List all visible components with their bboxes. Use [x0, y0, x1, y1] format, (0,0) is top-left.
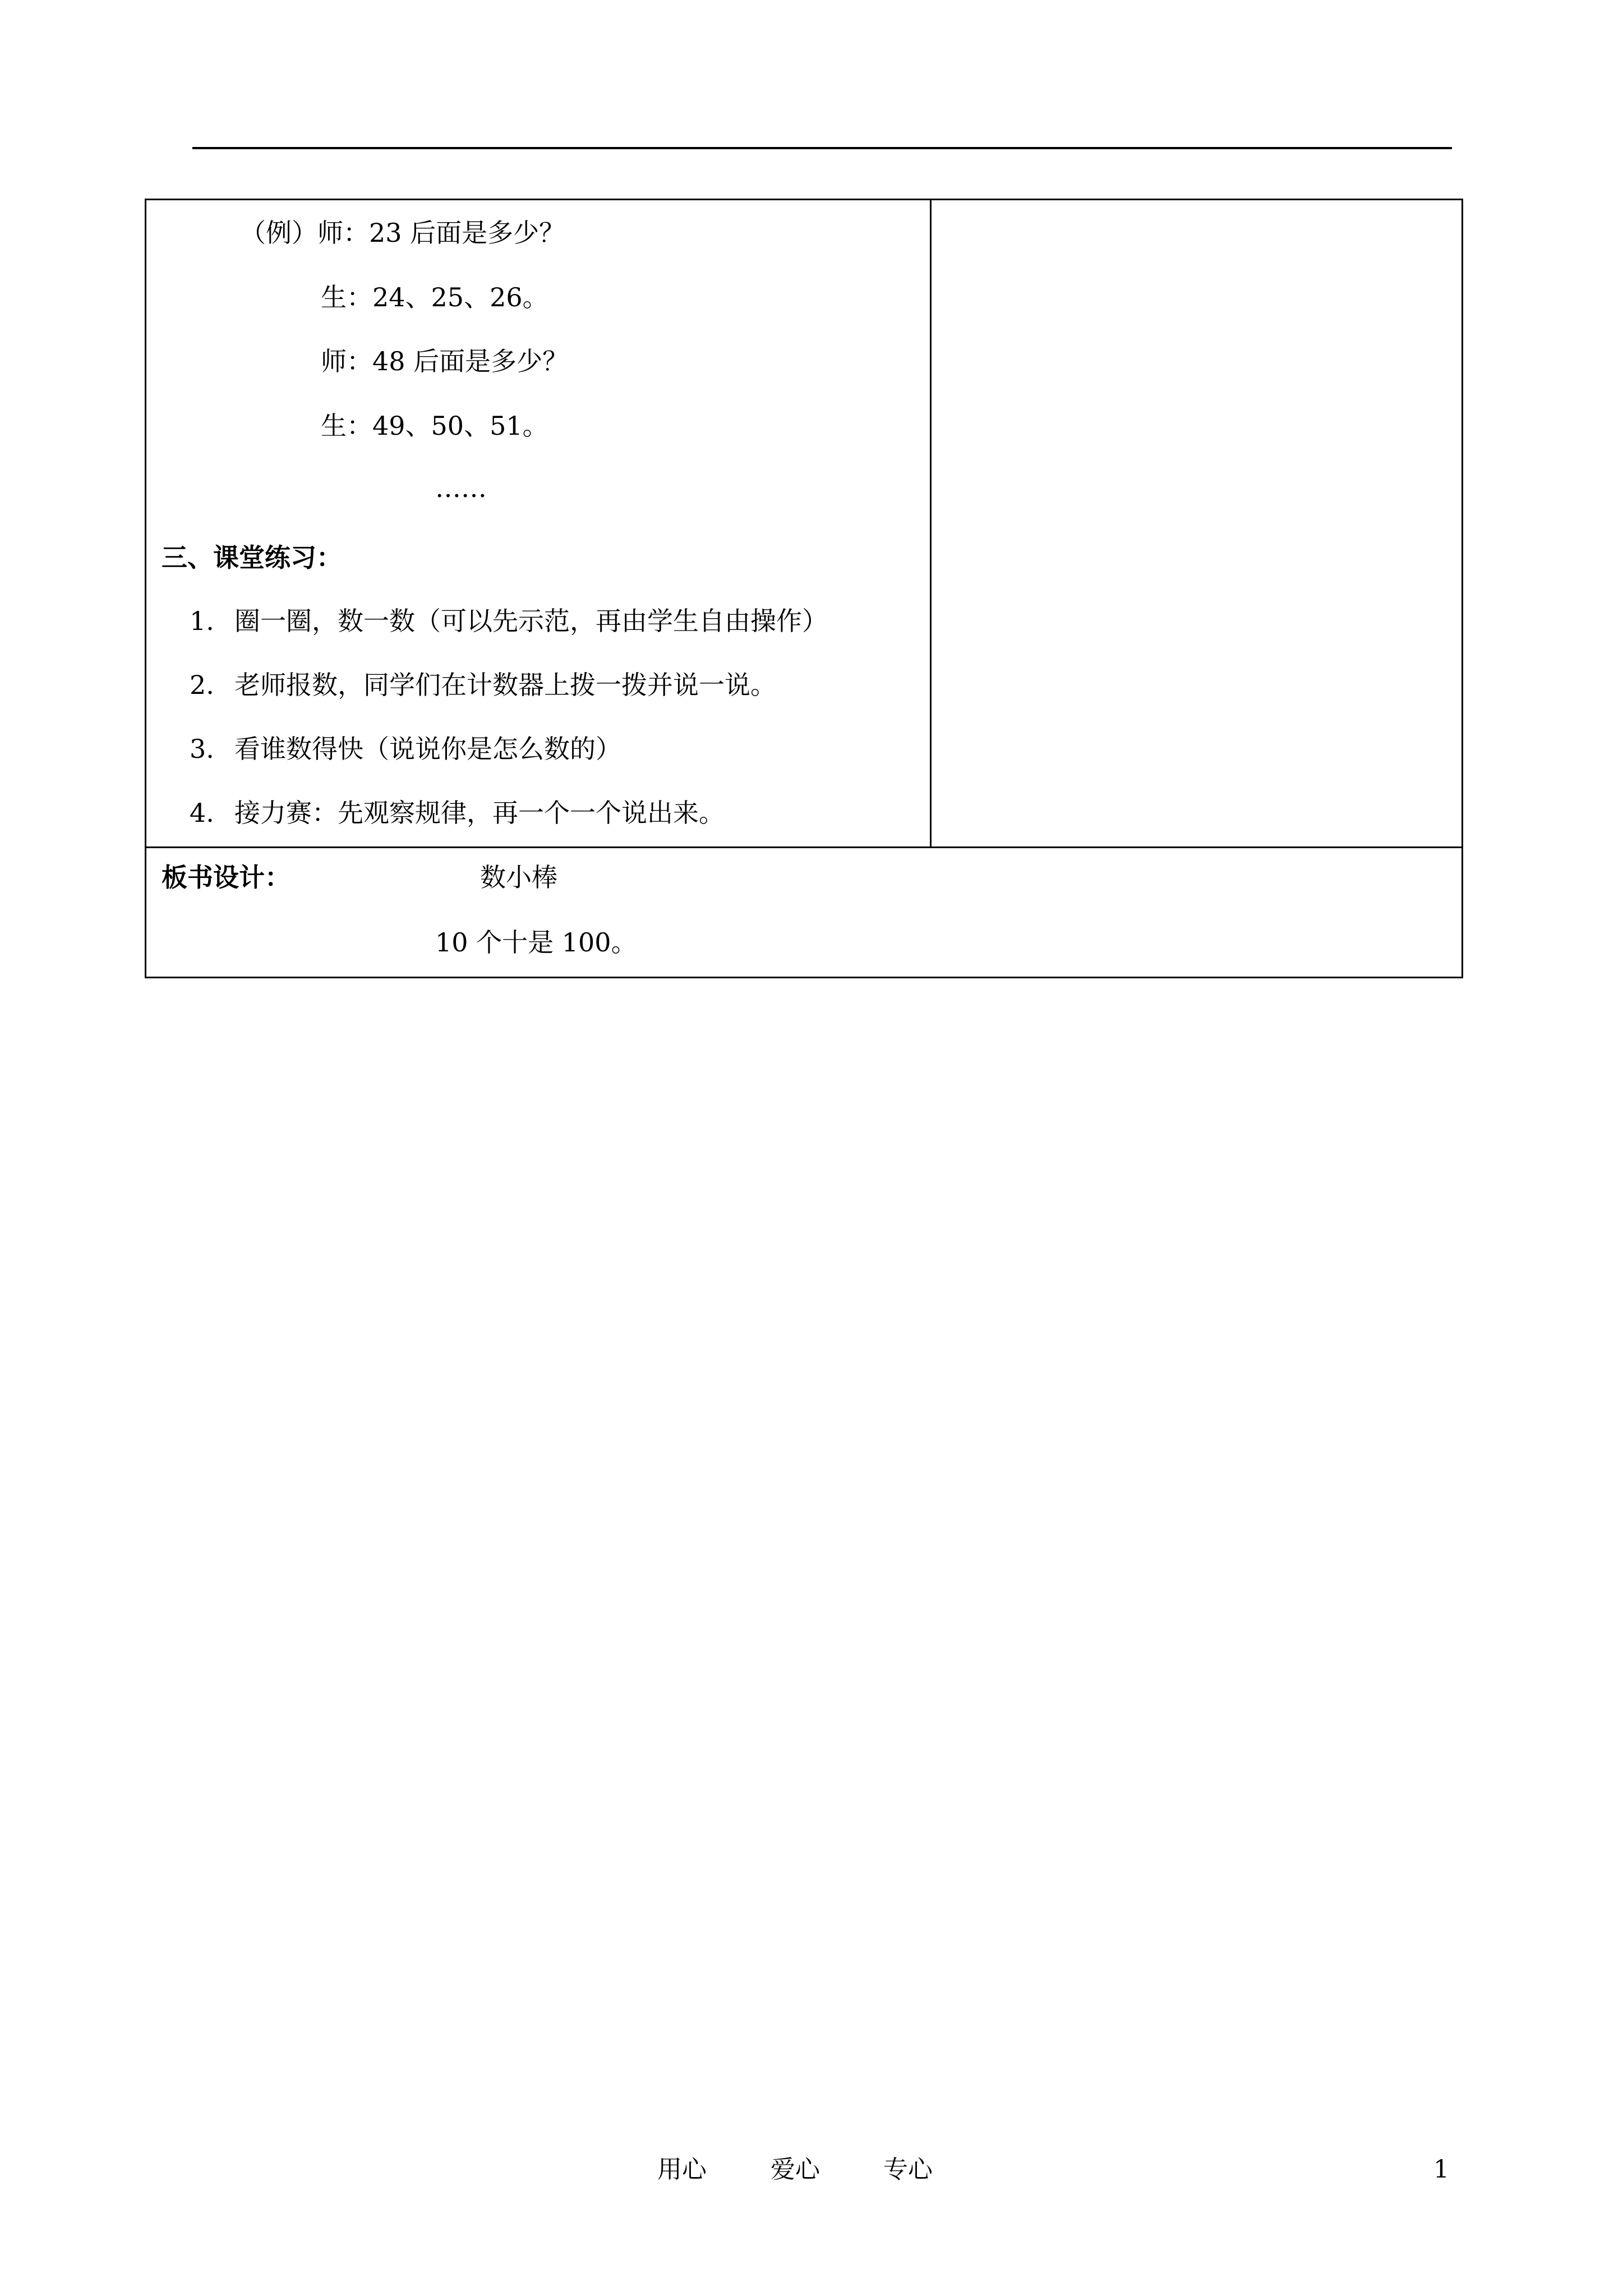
footer-motto-2: 爱心	[771, 2155, 820, 2184]
exercise-1-number: 1.	[190, 606, 214, 636]
board-design-line: 10 个十是 100。	[435, 927, 637, 958]
exercise-4-number: 4.	[190, 798, 214, 828]
dialog-line-student-49: 生：49、50、51。	[321, 411, 548, 441]
board-design-label: 板书设计：	[162, 862, 291, 892]
exercise-1-text: 圈一圈，数一数（可以先示范，再由学生自由操作）	[234, 606, 828, 636]
exercise-2-number: 2.	[190, 670, 214, 700]
dialog-line-teacher-23: （例）师：23 后面是多少？	[240, 218, 565, 248]
header-rule	[192, 147, 1452, 149]
section-title-practice: 三、课堂练习：	[162, 542, 342, 573]
table-divider-notes-column	[930, 199, 932, 848]
dialog-line-student-24: 生：24、25、26。	[321, 282, 548, 312]
exercise-3-number: 3.	[190, 734, 214, 764]
table-border-left	[145, 199, 146, 978]
footer-motto-1: 用心	[657, 2155, 707, 2184]
table-divider-board	[145, 846, 1463, 848]
board-design-title: 数小棒	[480, 862, 557, 892]
footer-motto-3: 专心	[883, 2155, 933, 2184]
table-border-bottom	[145, 977, 1463, 978]
exercise-4-text: 接力赛：先观察规律，再一个一个说出来。	[234, 798, 725, 828]
dialog-ellipsis: ……	[435, 473, 487, 503]
exercise-3-text: 看谁数得快（说说你是怎么数的）	[234, 734, 621, 764]
exercise-2-text: 老师报数，同学们在计数器上拨一拨并说一说。	[234, 670, 776, 700]
table-border-top	[145, 199, 1463, 200]
dialog-line-teacher-48: 师：48 后面是多少？	[321, 346, 569, 376]
table-border-right	[1461, 199, 1463, 978]
page-number: 1	[1433, 2155, 1449, 2184]
lesson-table	[145, 199, 1463, 978]
